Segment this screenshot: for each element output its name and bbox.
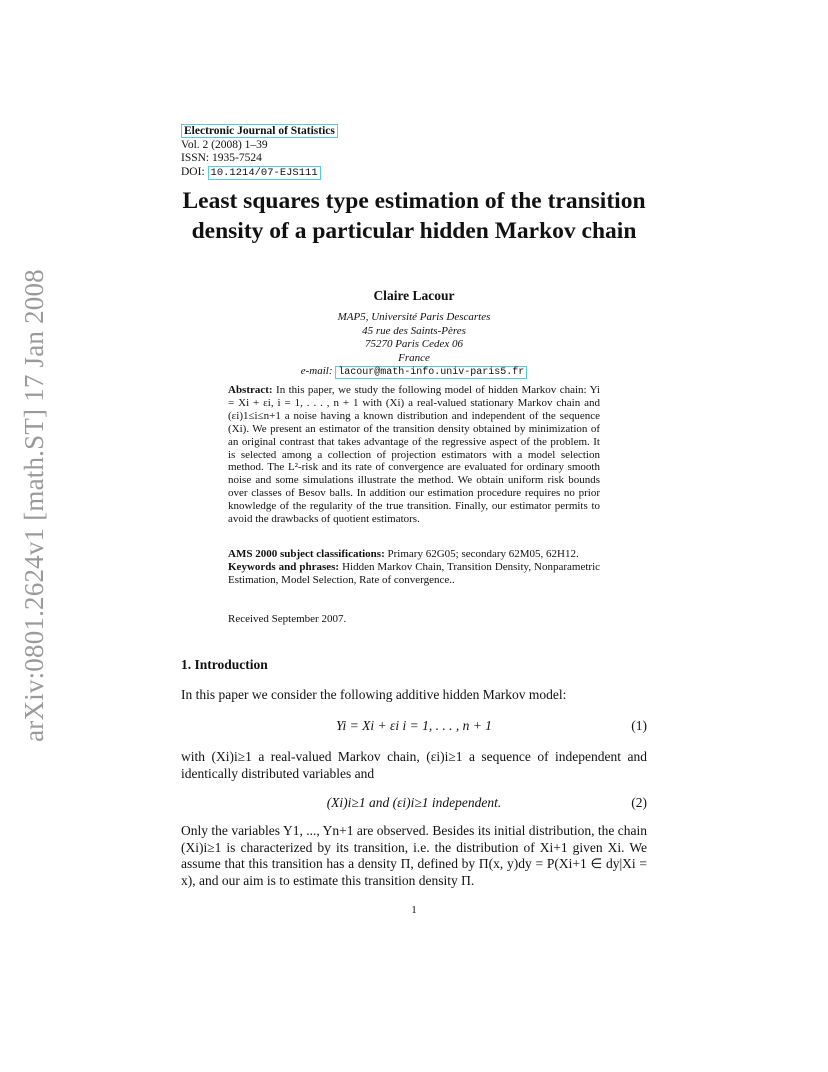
intro-paragraph-3: Only the variables Y1, ..., Yn+1 are observed. Besides its initial distribution, the chain (Xi)i≥1 is characterized by its transition, i.e. the distribution of Xi+1 given Xi. We assume that this transition has a density Π, defined by Π(x, y)dy = P(Xi+1 ∈ dy|Xi = x), and our aim is to estimate this transition density Π. <box>181 823 647 888</box>
abstract-label: Abstract: <box>228 384 273 396</box>
affiliation <box>0 311 828 380</box>
doi-label: DOI: <box>181 165 205 178</box>
equation-2-body: (Xi)i≥1 and (εi)i≥1 independent. <box>326 795 502 810</box>
equation-1-body: Yi = Xi + εi i = 1, . . . , n + 1 <box>336 718 492 733</box>
classifications <box>228 548 600 587</box>
section-heading: 1. Introduction <box>181 657 268 672</box>
intro-paragraph-1: In this paper we consider the following additive hidden Markov model: <box>181 687 567 702</box>
author-name: Claire Lacour <box>373 288 455 303</box>
keywords-label: Keywords and phrases: <box>228 560 340 573</box>
email-link[interactable]: lacour@math-info.univ-paris5.fr <box>335 366 527 379</box>
journal-header <box>181 125 338 180</box>
journal-link[interactable]: Electronic Journal of Statistics <box>181 124 338 138</box>
affiliation-line2: 45 rue des Saints-Pères <box>362 324 466 337</box>
intro-paragraph-2: with (Xi)i≥1 a real-valued Markov chain, (εi)i≥1 a sequence of independent and identically distributed variables and <box>181 749 647 781</box>
affiliation-line4: France <box>398 351 430 364</box>
issn-info: ISSN: 1935-7524 <box>181 152 262 164</box>
affiliation-line3: 75270 Paris Cedex 06 <box>364 338 464 350</box>
email-label: e-mail: <box>300 365 333 377</box>
paper-title: Least squares type estimation of the transition density of a particular hidden Markov chain <box>182 188 646 244</box>
page-number: 1 <box>411 904 417 916</box>
abstract <box>228 384 600 526</box>
abstract-text: In this paper, we study the following model of hidden Markov chain: Yi = Xi + εi, i = 1, . . . , n + 1 with (Xi) a real-valued stationary Markov chain and (εi)1≤i≤n+1 a noise having a known distribution and independent of the sequence (Xi). We present an estimator of the transition density obtained by minimization of an original contrast that takes advantage of the regressive aspect of the problem. It is selected among a collection of projection estimators with a model selection method. The L²-risk and its rate of convergence are evaluated for ordinary smooth noise and some simulations illustrate the method. We obtain uniform risk bounds over classes of Besov balls. In addition our estimation procedure requires no prior knowledge of the regularity of the true transition. Finally, our estimator permits to avoid the drawbacks of quotient estimators. <box>228 384 600 526</box>
ams-label: AMS 2000 subject classifications: <box>228 548 385 560</box>
affiliation-line1: MAP5, Université Paris Descartes <box>337 311 491 323</box>
ams-text: Primary 62G05; secondary 62M05, 62H12. <box>387 548 579 560</box>
volume-info: Vol. 2 (2008) 1–39 <box>181 138 268 151</box>
arxiv-id-text: arXiv:0801.2624v1 [math.ST] 17 Jan 2008 <box>18 268 49 742</box>
equation-2-number: (2) <box>631 795 647 810</box>
doi-link[interactable]: 10.1214/07-EJS111 <box>208 166 321 180</box>
received-date: Received September 2007. <box>228 613 347 625</box>
equation-1-number: (1) <box>631 718 647 733</box>
keywords-text: Hidden Markov Chain, Transition Density, Nonparametric Estimation, Model Selection, Rate of convergence.. <box>228 560 601 586</box>
